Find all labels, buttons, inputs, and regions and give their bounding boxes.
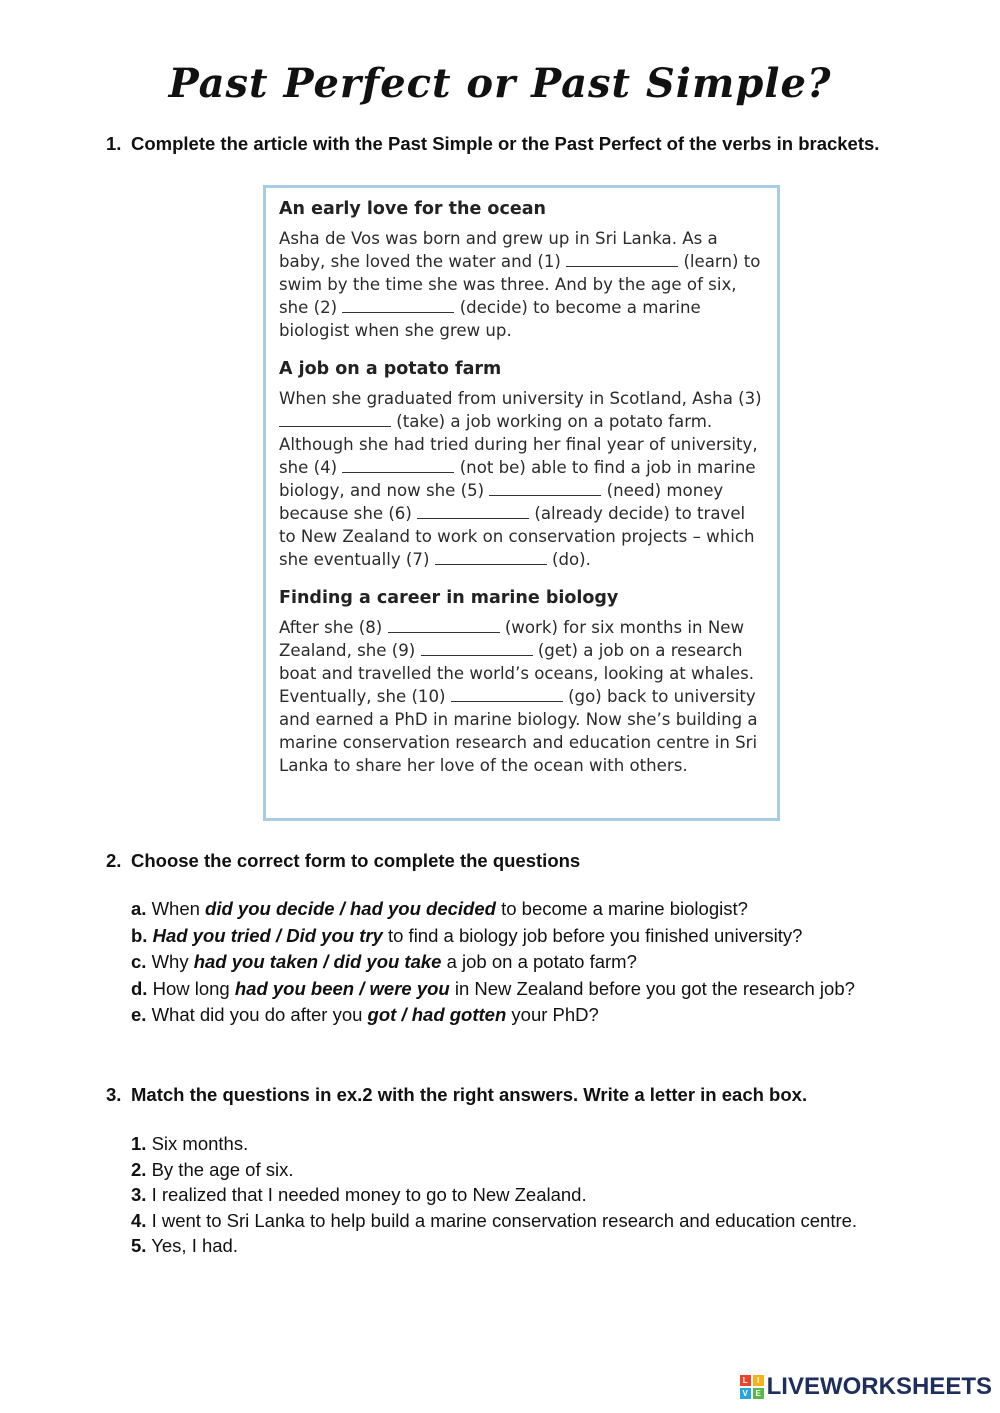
answer-gap-4[interactable] bbox=[342, 460, 454, 473]
section-text: Asha de Vos was born and grew up in Sri Lanka. As a baby, she loved the water and (1) (learn) to swim by the time she was three. And by the age of six, she (2) (decide) to become a marine biologist when she grew up. bbox=[279, 229, 761, 340]
answer-gap-3[interactable] bbox=[279, 414, 391, 427]
answer-item: 1. Six months. bbox=[131, 1133, 249, 1154]
instruction-text: Complete the article with the Past Simple or the Past Perfect of the verbs in brackets. bbox=[131, 133, 880, 154]
choice-options[interactable]: had you been / were you bbox=[234, 977, 450, 999]
question-item: c. Why had you taken / did you take a job on a potato farm? bbox=[131, 951, 637, 972]
exercise-3-answers bbox=[131, 1131, 871, 1259]
choice-options[interactable]: Had you tried / Did you try bbox=[152, 924, 383, 946]
logo-text: LIVEWORKSHEETS bbox=[766, 1373, 992, 1400]
question-item: b. Had you tried / Did you try to find a biology job before you finished university? bbox=[131, 924, 803, 946]
question-item: a. When did you decide / had you decided to become a marine biologist? bbox=[131, 898, 748, 919]
exercise-number: 3. bbox=[106, 1084, 122, 1105]
article-section-2 bbox=[279, 358, 765, 571]
question-item: e. What did you do after you got / had gotten your PhD? bbox=[131, 1004, 599, 1025]
answer-item: 5. Yes, I had. bbox=[131, 1235, 238, 1256]
answer-gap-9[interactable] bbox=[421, 643, 533, 656]
article-section-1 bbox=[279, 198, 765, 342]
instruction-text: Match the questions in ex.2 with the right answers. Write a letter in each box. bbox=[131, 1084, 808, 1105]
choice-options[interactable]: did you decide / had you decided bbox=[205, 898, 496, 919]
answer-gap-10[interactable] bbox=[451, 689, 563, 702]
exercise-number: 1. bbox=[106, 133, 122, 154]
exercise-number: 2. bbox=[106, 850, 122, 871]
choice-options[interactable]: got / had gotten bbox=[367, 1004, 507, 1025]
section-heading: Finding a career in marine biology bbox=[279, 588, 619, 608]
answer-gap-1[interactable] bbox=[566, 254, 678, 267]
answer-gap-6[interactable] bbox=[417, 506, 529, 519]
instruction-text: Choose the correct form to complete the questions bbox=[131, 850, 581, 871]
logo-icon: L I V E bbox=[740, 1375, 764, 1399]
exercise-2-questions bbox=[131, 896, 891, 1029]
answer-item: 3. I realized that I needed money to go to New Zealand. bbox=[131, 1184, 587, 1205]
answer-gap-5[interactable] bbox=[489, 483, 601, 496]
exercise-1-instruction bbox=[106, 131, 886, 156]
article-box bbox=[263, 185, 780, 821]
question-item: d. How long had you been / were you in New Zealand before you got the research job? bbox=[131, 977, 855, 999]
article-section-3 bbox=[279, 587, 765, 777]
answer-gap-2[interactable] bbox=[342, 300, 454, 313]
choice-options[interactable]: had you taken / did you take bbox=[193, 951, 442, 972]
section-heading: A job on a potato farm bbox=[279, 359, 502, 379]
answer-gap-7[interactable] bbox=[435, 552, 547, 565]
answer-item: 4. I went to Sri Lanka to help build a marine conservation research and education centre. bbox=[131, 1209, 858, 1231]
liveworksheets-logo bbox=[740, 1373, 992, 1401]
exercise-3-instruction bbox=[106, 1082, 886, 1107]
answer-gap-8[interactable] bbox=[388, 620, 500, 633]
worksheet-title: Past Perfect or Past Simple? bbox=[168, 60, 832, 107]
section-text: When she graduated from university in Scotland, Asha (3) (take) a job working on a potato farm. Although she had tried during her final year of university, she (4) (not be) able to find a job in marine biology, and now she (5) (need) money because she (6) (already decide) to travel to New Zealand to work on conservation projects – which she eventually (7) (do). bbox=[279, 389, 762, 569]
section-text: After she (8) (work) for six months in New Zealand, she (9) (get) a job on a research boat and travelled the world’s oceans, looking at whales. Eventually, she (10) (go) back to university and earned a PhD in marine biology. Now she’s building a marine conservation research and education centre in Sri Lanka to share her love of the ocean with others. bbox=[279, 618, 758, 775]
section-heading: An early love for the ocean bbox=[279, 199, 546, 219]
exercise-2-instruction bbox=[106, 848, 886, 873]
answer-item: 2. By the age of six. bbox=[131, 1158, 294, 1180]
